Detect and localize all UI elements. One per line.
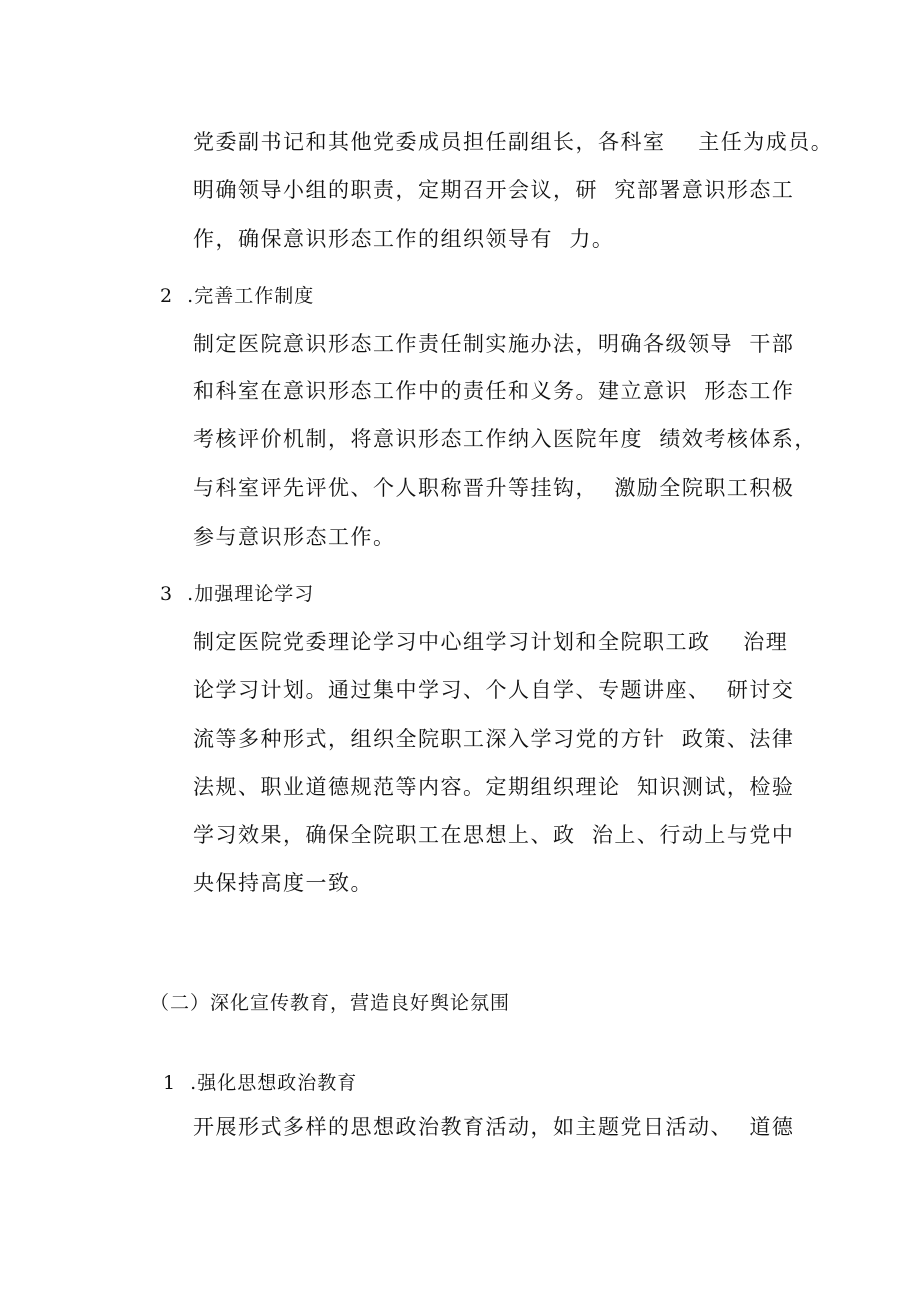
paragraph-line: 与科室评先评优、个人职称晋升等挂钩， 激励全院职工积极 [193,476,795,500]
paragraph-line: 作，确保意识形态工作的组织领导有 力。 [193,227,615,251]
paragraph-line: 和科室在意识形态工作中的责任和义务。建立意识 形态工作 [193,379,795,403]
item-heading-1: 1 .强化思想政治教育 [163,1072,358,1094]
paragraph-line: 参与意识形态工作。 [193,525,396,549]
paragraph-line: 制定医院意识形态工作责任制实施办法，明确各级领导 干部 [193,332,795,356]
paragraph-line: 考核评价机制，将意识形态工作纳入医院年度 绩效考核体系， [193,427,817,451]
section-heading: （二）深化宣传教育，营造良好舆论氛围 [150,992,511,1014]
paragraph-line: 开展形式多样的思想政治教育活动，如主题党日活动、 道德 [193,1115,795,1139]
paragraph-line: 党委副书记和其他党委成员担任副组长，各科室 主任为成员。 [193,130,834,154]
item-heading-3: 3 .加强理论学习 [160,583,315,605]
paragraph-line: 论学习计划。通过集中学习、个人自学、专题讲座、 研讨交 [193,678,795,702]
paragraph-line: 制定医院党委理论学习中心组学习计划和全院职工政 治理 [193,630,789,654]
paragraph-line: 法规、职业道德规范等内容。定期组织理论 知识测试，检验 [193,775,795,799]
item-heading-2: 2 .完善工作制度 [160,285,315,307]
paragraph-line: 央保持高度一致。 [193,871,373,895]
paragraph-line: 明确领导小组的职责，定期召开会议，研 究部署意识形态工 [193,178,795,202]
paragraph-line: 学习效果，确保全院职工在思想上、政 治上、行动上与党中 [193,823,795,847]
paragraph-line: 流等多种形式，组织全院职工深入学习党的方针 政策、法律 [193,727,795,751]
